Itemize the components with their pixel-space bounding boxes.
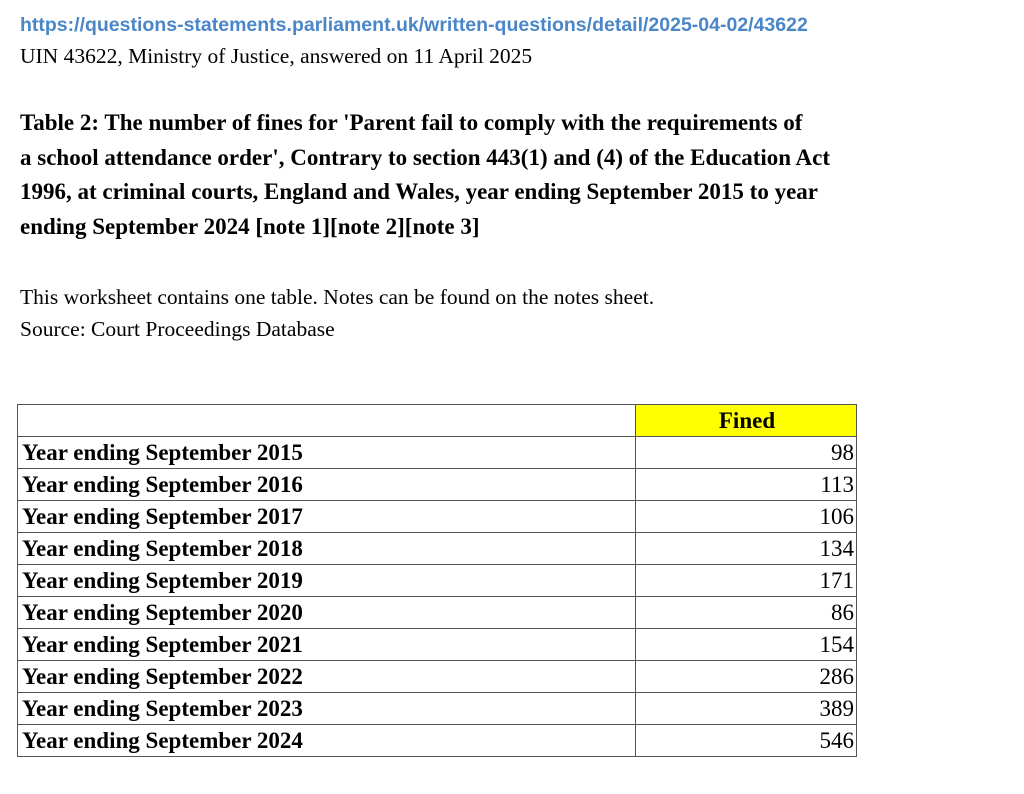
table-row [18, 693, 857, 725]
fined-count-cell: 98 [636, 437, 857, 469]
table-row [18, 597, 857, 629]
worksheet-note: This worksheet contains one table. Notes can be found on the notes sheet. [20, 285, 655, 309]
year-label-cell: Year ending September 2015 [18, 437, 636, 469]
fined-column-header: Fined [636, 405, 857, 437]
question-metadata: UIN 43622, Ministry of Justice, answered on 11 April 2025 [20, 44, 533, 68]
fined-count-cell: 286 [636, 661, 857, 693]
table-row [18, 469, 857, 501]
table-title-line: 1996, at criminal courts, England and Wales, year ending September 2015 to year [20, 179, 818, 204]
table-row [18, 501, 857, 533]
worksheet-description [20, 281, 654, 345]
table-title-line: Table 2: The number of fines for 'Parent fail to comply with the requirements of [20, 110, 803, 135]
year-label-cell: Year ending September 2023 [18, 693, 636, 725]
fined-count-cell: 389 [636, 693, 857, 725]
table-row [18, 629, 857, 661]
blank-header-cell [18, 405, 636, 437]
table-body [18, 437, 857, 757]
table-title [20, 106, 980, 244]
table-row [18, 533, 857, 565]
year-label-cell: Year ending September 2021 [18, 629, 636, 661]
fined-count-cell: 134 [636, 533, 857, 565]
year-label-cell: Year ending September 2020 [18, 597, 636, 629]
fined-count-cell: 106 [636, 501, 857, 533]
table-row [18, 437, 857, 469]
table-header-row [18, 405, 857, 437]
year-label-cell: Year ending September 2018 [18, 533, 636, 565]
fines-table [17, 404, 857, 757]
year-label-cell: Year ending September 2016 [18, 469, 636, 501]
source-url-link[interactable]: https://questions-statements.parliament.uk/written-questions/detail/2025-04-02/43622 [20, 14, 808, 36]
table-row [18, 565, 857, 597]
table-title-line: ending September 2024 [note 1][note 2][note 3] [20, 213, 480, 239]
year-label-cell: Year ending September 2017 [18, 501, 636, 533]
fined-count-cell: 171 [636, 565, 857, 597]
year-label-cell: Year ending September 2022 [18, 661, 636, 693]
table-title-line: a school attendance order', Contrary to section 443(1) and (4) of the Education Act [20, 144, 831, 170]
table-row [18, 661, 857, 693]
fined-count-cell: 113 [636, 469, 857, 501]
year-label-cell: Year ending September 2019 [18, 565, 636, 597]
fined-count-cell: 154 [636, 629, 857, 661]
table-row [18, 725, 857, 757]
source-note: Source: Court Proceedings Database [20, 317, 335, 341]
fined-count-cell: 546 [636, 725, 857, 757]
fined-count-cell: 86 [636, 597, 857, 629]
year-label-cell: Year ending September 2024 [18, 725, 636, 757]
